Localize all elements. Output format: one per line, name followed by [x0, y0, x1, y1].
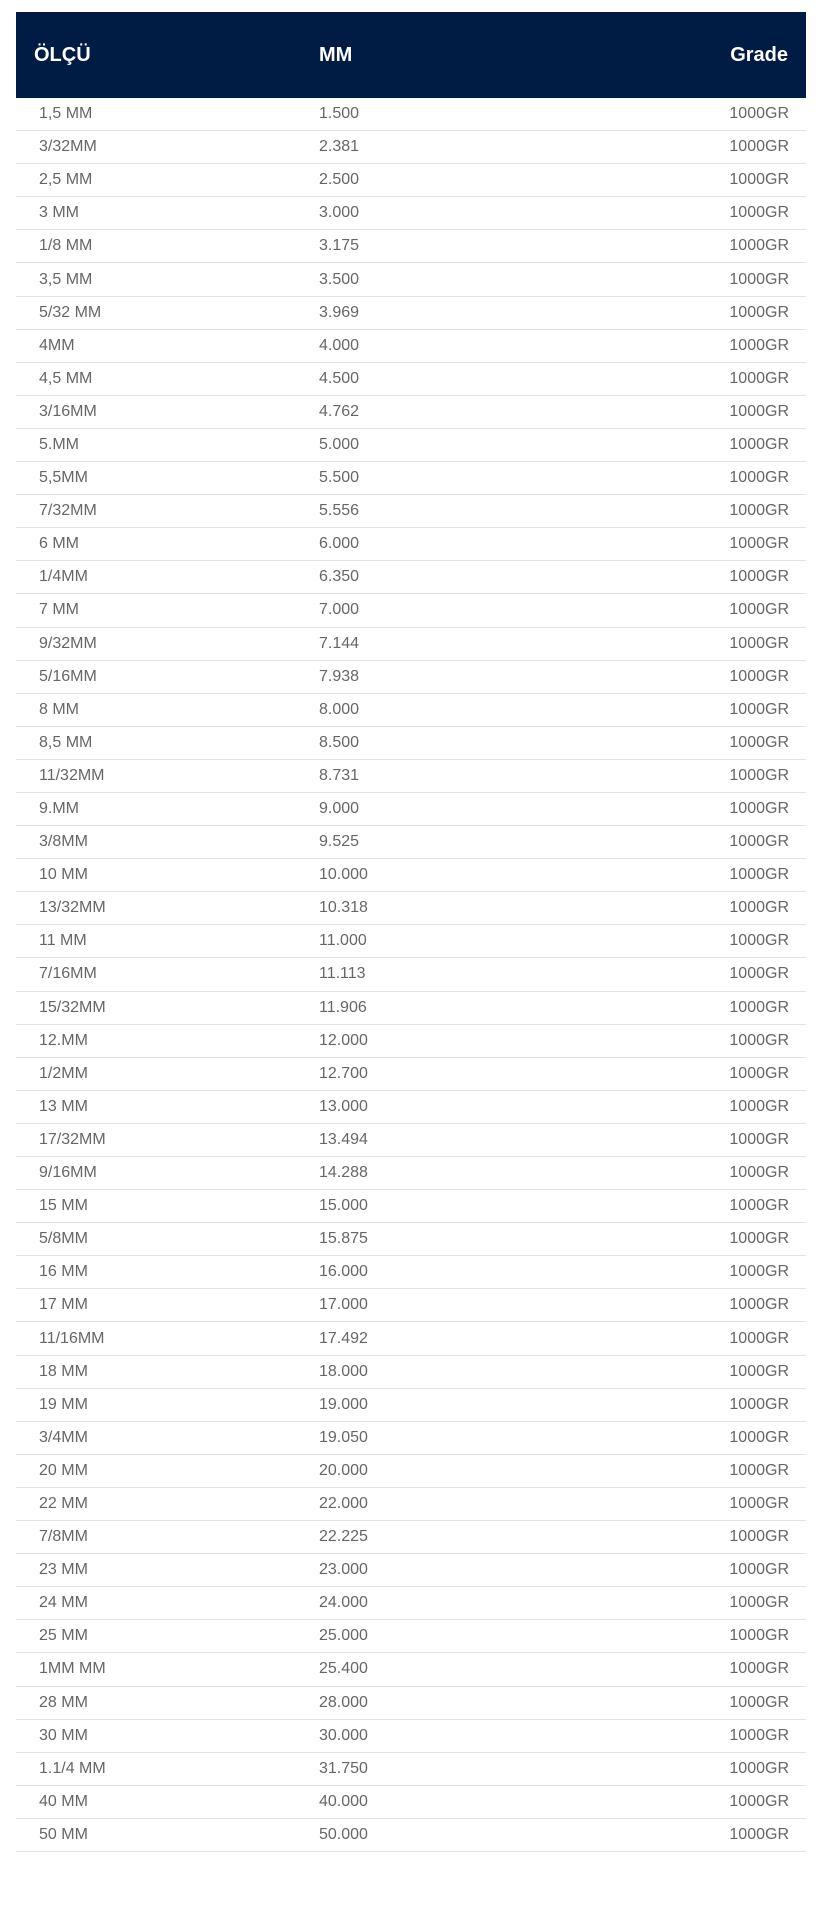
cell-olcu: 1/8 MM: [39, 237, 93, 255]
cell-olcu: 50 MM: [39, 1825, 88, 1843]
cell-grade: 1000GR: [729, 270, 789, 288]
cell-mm: 5.000: [319, 435, 360, 453]
cell-olcu: 19 MM: [39, 1395, 88, 1413]
table-row: [16, 1488, 806, 1521]
table-row: [16, 1289, 806, 1322]
header-grade: Grade: [730, 43, 788, 66]
cell-mm: 11.113: [319, 965, 366, 983]
cell-mm: 3.500: [319, 270, 360, 288]
cell-grade: 1000GR: [729, 204, 789, 222]
cell-olcu: 16 MM: [39, 1263, 88, 1281]
cell-mm: 25.000: [319, 1627, 368, 1645]
cell-olcu: 10 MM: [39, 866, 88, 884]
table-row: [16, 760, 806, 793]
cell-grade: 1000GR: [729, 1064, 789, 1082]
table-row: [16, 131, 806, 164]
size-table: [16, 12, 806, 1852]
table-row: [16, 230, 806, 263]
table-row: [16, 1025, 806, 1058]
cell-mm: 9.000: [319, 800, 360, 818]
table-body: [16, 98, 806, 1852]
cell-olcu: 5/8MM: [39, 1230, 88, 1248]
cell-olcu: 11 MM: [39, 932, 87, 950]
table-row: [16, 992, 806, 1025]
table-row: [16, 1687, 806, 1720]
cell-olcu: 11/16MM: [39, 1329, 105, 1347]
cell-mm: 11.906: [319, 998, 367, 1016]
table-row: [16, 263, 806, 296]
cell-olcu: 3 MM: [39, 204, 79, 222]
cell-grade: 1000GR: [729, 1461, 789, 1479]
cell-grade: 1000GR: [729, 1428, 789, 1446]
cell-grade: 1000GR: [729, 1528, 789, 1546]
cell-grade: 1000GR: [729, 866, 789, 884]
cell-olcu: 1MM MM: [39, 1660, 106, 1678]
cell-olcu: 6 MM: [39, 535, 79, 553]
cell-grade: 1000GR: [729, 634, 789, 652]
cell-olcu: 9/16MM: [39, 1164, 97, 1182]
cell-mm: 12.000: [319, 1031, 368, 1049]
table-row: [16, 561, 806, 594]
cell-grade: 1000GR: [729, 1693, 789, 1711]
table-row: [16, 1521, 806, 1554]
cell-grade: 1000GR: [729, 833, 789, 851]
table-row: [16, 1554, 806, 1587]
cell-olcu: 13/32MM: [39, 899, 106, 917]
table-row: [16, 330, 806, 363]
cell-mm: 18.000: [319, 1362, 368, 1380]
cell-olcu: 9.MM: [39, 800, 79, 818]
table-row: [16, 495, 806, 528]
cell-grade: 1000GR: [729, 1759, 789, 1777]
cell-mm: 24.000: [319, 1594, 368, 1612]
cell-grade: 1000GR: [729, 899, 789, 917]
cell-olcu: 3,5 MM: [39, 270, 93, 288]
cell-grade: 1000GR: [729, 932, 789, 950]
cell-mm: 50.000: [319, 1825, 368, 1843]
cell-grade: 1000GR: [729, 1362, 789, 1380]
table-row: [16, 197, 806, 230]
table-row: [16, 1091, 806, 1124]
table-row: [16, 793, 806, 826]
cell-mm: 4.000: [319, 336, 360, 354]
cell-grade: 1000GR: [729, 1726, 789, 1744]
cell-olcu: 22 MM: [39, 1494, 88, 1512]
cell-grade: 1000GR: [729, 435, 789, 453]
cell-mm: 17.000: [319, 1296, 368, 1314]
cell-grade: 1000GR: [729, 766, 789, 784]
table-row: [16, 727, 806, 760]
cell-grade: 1000GR: [729, 1825, 789, 1843]
cell-mm: 3.969: [319, 303, 360, 321]
cell-olcu: 1.1/4 MM: [39, 1759, 106, 1777]
table-row: [16, 1256, 806, 1289]
cell-mm: 25.400: [319, 1660, 368, 1678]
cell-mm: 3.000: [319, 204, 360, 222]
cell-grade: 1000GR: [729, 369, 789, 387]
cell-olcu: 1/2MM: [39, 1064, 88, 1082]
cell-olcu: 5/16MM: [39, 667, 97, 685]
cell-grade: 1000GR: [729, 1329, 789, 1347]
cell-grade: 1000GR: [729, 1395, 789, 1413]
cell-olcu: 3/4MM: [39, 1428, 88, 1446]
table-row: [16, 164, 806, 197]
cell-grade: 1000GR: [729, 303, 789, 321]
cell-grade: 1000GR: [729, 998, 789, 1016]
table-row: [16, 958, 806, 991]
cell-olcu: 2,5 MM: [39, 171, 93, 189]
table-row: [16, 429, 806, 462]
cell-olcu: 1/4MM: [39, 568, 88, 586]
cell-mm: 22.225: [319, 1528, 368, 1546]
cell-grade: 1000GR: [729, 1031, 789, 1049]
cell-grade: 1000GR: [729, 105, 789, 123]
table-row: [16, 1786, 806, 1819]
cell-mm: 23.000: [319, 1561, 368, 1579]
cell-mm: 8.000: [319, 700, 360, 718]
cell-olcu: 23 MM: [39, 1561, 88, 1579]
cell-mm: 28.000: [319, 1693, 368, 1711]
table-row: [16, 628, 806, 661]
cell-grade: 1000GR: [729, 601, 789, 619]
cell-olcu: 40 MM: [39, 1792, 88, 1810]
cell-olcu: 13 MM: [39, 1097, 88, 1115]
cell-olcu: 3/16MM: [39, 402, 97, 420]
cell-mm: 30.000: [319, 1726, 368, 1744]
cell-grade: 1000GR: [729, 1230, 789, 1248]
cell-grade: 1000GR: [729, 1164, 789, 1182]
cell-olcu: 25 MM: [39, 1627, 88, 1645]
cell-olcu: 15 MM: [39, 1197, 88, 1215]
cell-mm: 22.000: [319, 1494, 368, 1512]
cell-grade: 1000GR: [729, 700, 789, 718]
cell-grade: 1000GR: [729, 469, 789, 487]
cell-olcu: 28 MM: [39, 1693, 88, 1711]
cell-mm: 16.000: [319, 1263, 368, 1281]
cell-olcu: 11/32MM: [39, 766, 105, 784]
cell-olcu: 7/8MM: [39, 1528, 88, 1546]
cell-mm: 1.500: [319, 105, 360, 123]
cell-mm: 7.938: [319, 667, 360, 685]
cell-grade: 1000GR: [729, 171, 789, 189]
table-row: [16, 892, 806, 925]
cell-olcu: 15/32MM: [39, 998, 106, 1016]
cell-mm: 14.288: [319, 1164, 368, 1182]
cell-olcu: 3/32MM: [39, 138, 97, 156]
table-row: [16, 661, 806, 694]
cell-grade: 1000GR: [729, 1594, 789, 1612]
table-row: [16, 1753, 806, 1786]
table-row: [16, 1720, 806, 1753]
cell-grade: 1000GR: [729, 1561, 789, 1579]
cell-grade: 1000GR: [729, 402, 789, 420]
table-row: [16, 1819, 806, 1852]
table-row: [16, 1157, 806, 1190]
cell-grade: 1000GR: [729, 965, 789, 983]
cell-olcu: 17/32MM: [39, 1130, 106, 1148]
table-row: [16, 1322, 806, 1355]
cell-mm: 2.500: [319, 171, 360, 189]
cell-grade: 1000GR: [729, 667, 789, 685]
cell-mm: 9.525: [319, 833, 360, 851]
table-row: [16, 1422, 806, 1455]
cell-mm: 15.000: [319, 1197, 368, 1215]
cell-mm: 17.492: [319, 1329, 368, 1347]
cell-mm: 40.000: [319, 1792, 368, 1810]
cell-grade: 1000GR: [729, 237, 789, 255]
table-header: [16, 12, 806, 98]
cell-mm: 8.500: [319, 733, 360, 751]
cell-grade: 1000GR: [729, 800, 789, 818]
table-row: [16, 1124, 806, 1157]
cell-mm: 10.000: [319, 866, 368, 884]
table-row: [16, 1389, 806, 1422]
cell-grade: 1000GR: [729, 535, 789, 553]
table-row: [16, 694, 806, 727]
cell-mm: 19.000: [319, 1395, 368, 1413]
cell-mm: 7.000: [319, 601, 360, 619]
cell-olcu: 8,5 MM: [39, 733, 93, 751]
cell-grade: 1000GR: [729, 1296, 789, 1314]
table-row: [16, 1455, 806, 1488]
table-row: [16, 462, 806, 495]
cell-olcu: 5.MM: [39, 435, 79, 453]
table-row: [16, 528, 806, 561]
table-row: [16, 594, 806, 627]
cell-olcu: 20 MM: [39, 1461, 88, 1479]
cell-mm: 15.875: [319, 1230, 368, 1248]
cell-mm: 19.050: [319, 1428, 368, 1446]
cell-mm: 11.000: [319, 932, 367, 950]
cell-grade: 1000GR: [729, 1792, 789, 1810]
table-row: [16, 1058, 806, 1091]
cell-olcu: 1,5 MM: [39, 105, 93, 123]
cell-olcu: 5/32 MM: [39, 303, 102, 321]
cell-grade: 1000GR: [729, 1263, 789, 1281]
cell-olcu: 9/32MM: [39, 634, 97, 652]
cell-olcu: 8 MM: [39, 700, 79, 718]
cell-mm: 13.000: [319, 1097, 368, 1115]
cell-mm: 4.762: [319, 402, 360, 420]
cell-olcu: 18 MM: [39, 1362, 88, 1380]
cell-mm: 3.175: [319, 237, 360, 255]
cell-mm: 12.700: [319, 1064, 368, 1082]
cell-olcu: 7/32MM: [39, 502, 97, 520]
cell-grade: 1000GR: [729, 138, 789, 156]
cell-olcu: 5,5MM: [39, 469, 88, 487]
cell-olcu: 12.MM: [39, 1031, 88, 1049]
cell-mm: 31.750: [319, 1759, 368, 1777]
cell-mm: 5.500: [319, 469, 360, 487]
cell-grade: 1000GR: [729, 1197, 789, 1215]
table-row: [16, 297, 806, 330]
table-row: [16, 1190, 806, 1223]
table-row: [16, 98, 806, 131]
table-row: [16, 1223, 806, 1256]
table-row: [16, 925, 806, 958]
cell-olcu: 4,5 MM: [39, 369, 93, 387]
cell-mm: 2.381: [319, 138, 360, 156]
cell-olcu: 17 MM: [39, 1296, 88, 1314]
cell-mm: 20.000: [319, 1461, 368, 1479]
cell-grade: 1000GR: [729, 1660, 789, 1678]
cell-grade: 1000GR: [729, 502, 789, 520]
cell-mm: 8.731: [319, 766, 360, 784]
cell-mm: 10.318: [319, 899, 368, 917]
cell-mm: 4.500: [319, 369, 360, 387]
cell-mm: 6.000: [319, 535, 360, 553]
table-row: [16, 826, 806, 859]
table-row: [16, 363, 806, 396]
table-row: [16, 1587, 806, 1620]
header-mm: MM: [319, 43, 353, 66]
cell-grade: 1000GR: [729, 568, 789, 586]
header-olcu: ÖLÇÜ: [34, 43, 91, 66]
table-row: [16, 396, 806, 429]
cell-olcu: 4MM: [39, 336, 75, 354]
cell-grade: 1000GR: [729, 336, 789, 354]
cell-mm: 6.350: [319, 568, 360, 586]
table-row: [16, 859, 806, 892]
cell-mm: 13.494: [319, 1130, 368, 1148]
cell-mm: 7.144: [319, 634, 360, 652]
cell-olcu: 24 MM: [39, 1594, 88, 1612]
cell-grade: 1000GR: [729, 1130, 789, 1148]
cell-olcu: 30 MM: [39, 1726, 88, 1744]
cell-olcu: 3/8MM: [39, 833, 88, 851]
cell-olcu: 7/16MM: [39, 965, 97, 983]
table-row: [16, 1356, 806, 1389]
cell-mm: 5.556: [319, 502, 360, 520]
table-row: [16, 1620, 806, 1653]
cell-olcu: 7 MM: [39, 601, 79, 619]
cell-grade: 1000GR: [729, 733, 789, 751]
cell-grade: 1000GR: [729, 1097, 789, 1115]
cell-grade: 1000GR: [729, 1627, 789, 1645]
cell-grade: 1000GR: [729, 1494, 789, 1512]
table-row: [16, 1653, 806, 1686]
